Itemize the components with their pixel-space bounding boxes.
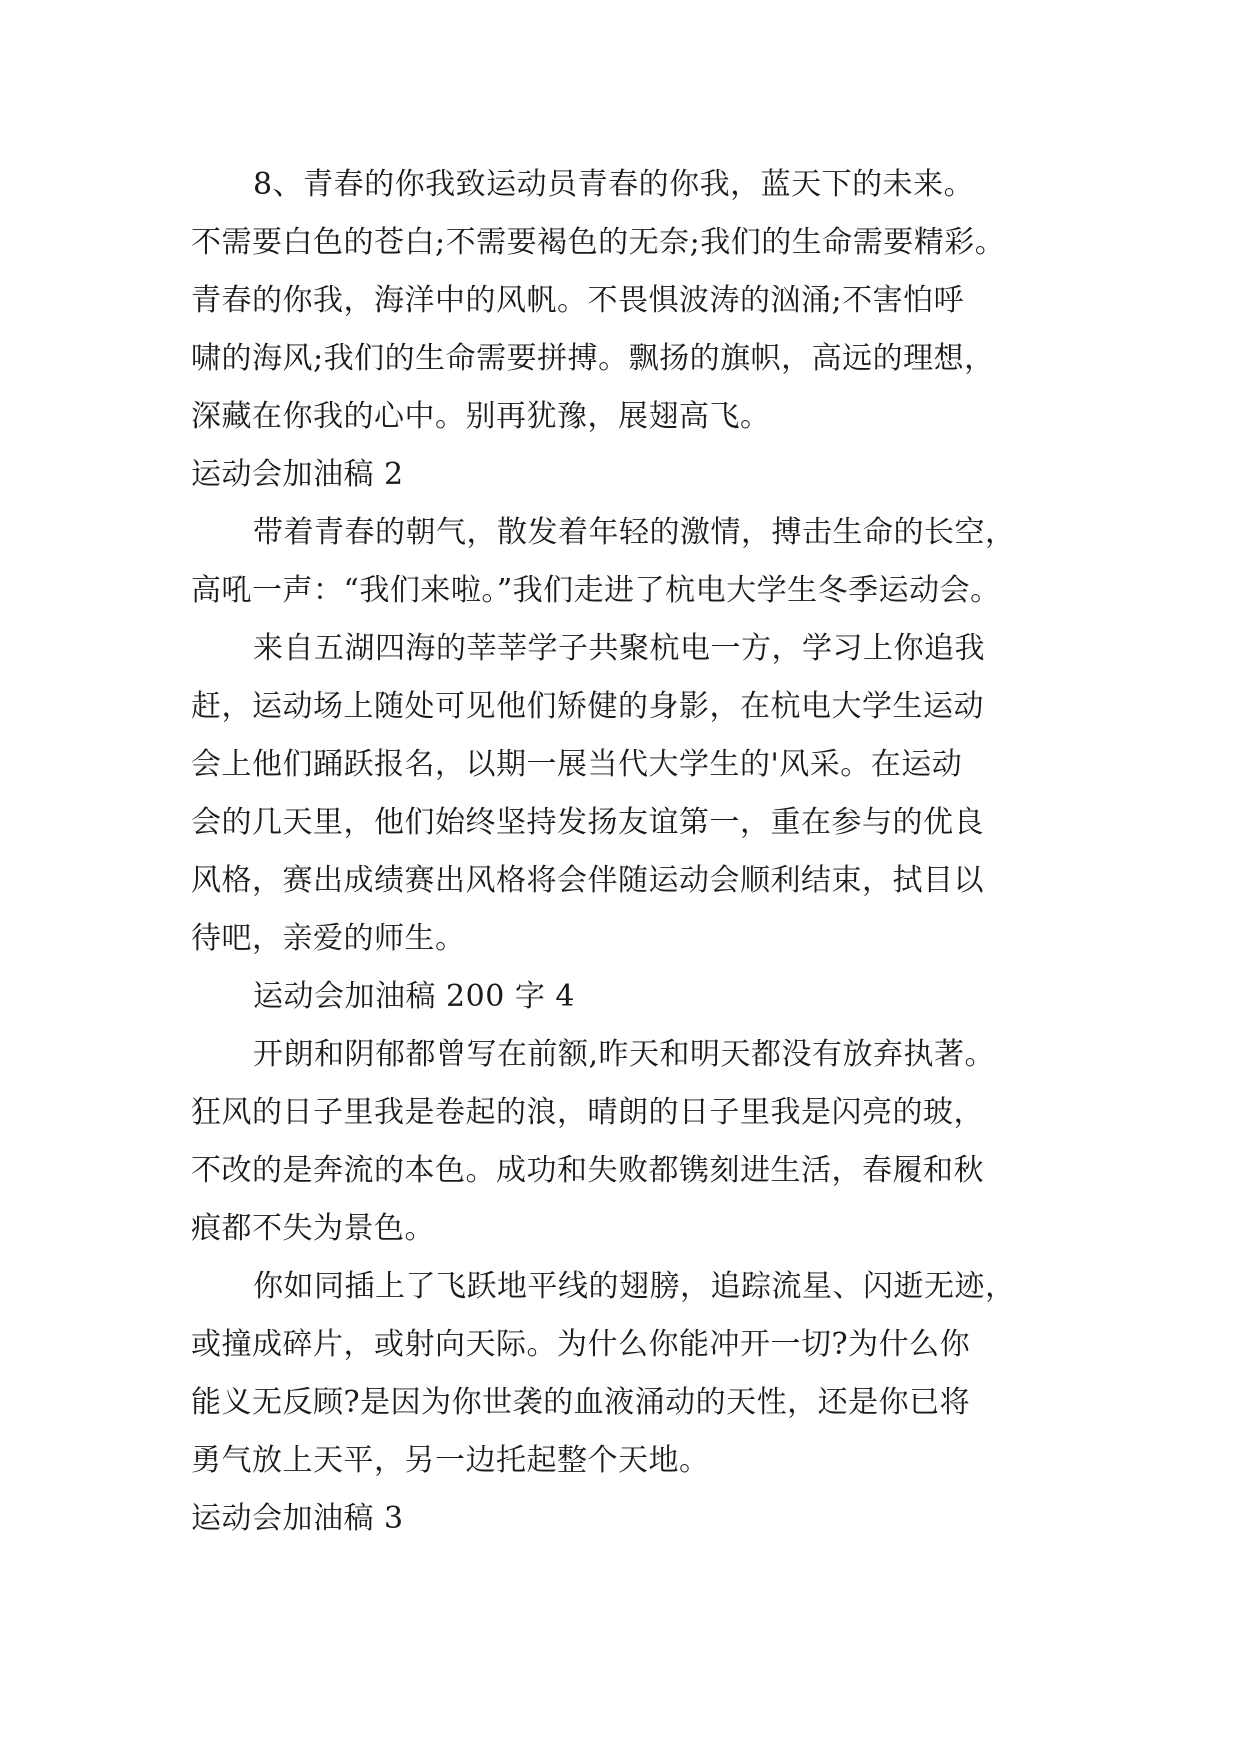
section-heading: 运动会加油稿 2 <box>191 457 404 492</box>
paragraph-line: 勇气放上天平，另一边托起整个天地。 <box>191 1443 710 1478</box>
paragraph-line: 你如同插上了飞跃地平线的翅膀，追踪流星、闪逝无迹， <box>253 1269 1016 1304</box>
paragraph-line: 会的几天里，他们始终坚持发扬友谊第一，重在参与的优良 <box>191 805 984 840</box>
section-heading: 运动会加油稿 3 <box>191 1501 404 1536</box>
section-heading: 运动会加油稿 200 字 4 <box>253 979 575 1014</box>
paragraph-line: 啸的海风;我们的生命需要拼搏。飘扬的旗帜，高远的理想， <box>191 341 995 376</box>
paragraph-line: 赶，运动场上随处可见他们矫健的身影，在杭电大学生运动 <box>191 689 984 724</box>
paragraph-line: 或撞成碎片，或射向天际。为什么你能冲开一切?为什么你 <box>191 1327 971 1362</box>
paragraph-line: 开朗和阴郁都曾写在前额,昨天和明天都没有放弃执著。 <box>253 1037 996 1072</box>
paragraph-line: 不改的是奔流的本色。成功和失败都镌刻进生活，春履和秋 <box>191 1153 984 1188</box>
paragraph-line: 带着青春的朝气，散发着年轻的激情，搏击生命的长空， <box>253 515 1016 550</box>
paragraph-line: 狂风的日子里我是卷起的浪，晴朗的日子里我是闪亮的玻， <box>191 1095 984 1130</box>
paragraph-line: 能义无反顾?是因为你世袭的血液涌动的天性，还是你已将 <box>191 1385 971 1420</box>
paragraph-line: 深藏在你我的心中。别再犹豫，展翅高飞。 <box>191 399 771 434</box>
paragraph-line: 不需要白色的苍白;不需要褐色的无奈;我们的生命需要精彩。 <box>191 225 1006 260</box>
paragraph-line: 8、青春的你我致运动员青春的你我，蓝天下的未来。 <box>253 167 975 202</box>
paragraph-line: 来自五湖四海的莘莘学子共聚杭电一方，学习上你追我 <box>253 631 985 666</box>
paragraph-line: 痕都不失为景色。 <box>191 1211 435 1246</box>
paragraph-line: 待吧，亲爱的师生。 <box>191 921 466 956</box>
paragraph-line: 风格，赛出成绩赛出风格将会伴随运动会顺利结束，拭目以 <box>191 863 984 898</box>
paragraph-line: 会上他们踊跃报名，以期一展当代大学生的'风采。在运动 <box>191 747 963 782</box>
paragraph-line: 高吼一声：“我们来啦。”我们走进了杭电大学生冬季运动会。 <box>191 573 1001 608</box>
paragraph-line: 青春的你我，海洋中的风帆。不畏惧波涛的汹涌;不害怕呼 <box>191 283 965 318</box>
